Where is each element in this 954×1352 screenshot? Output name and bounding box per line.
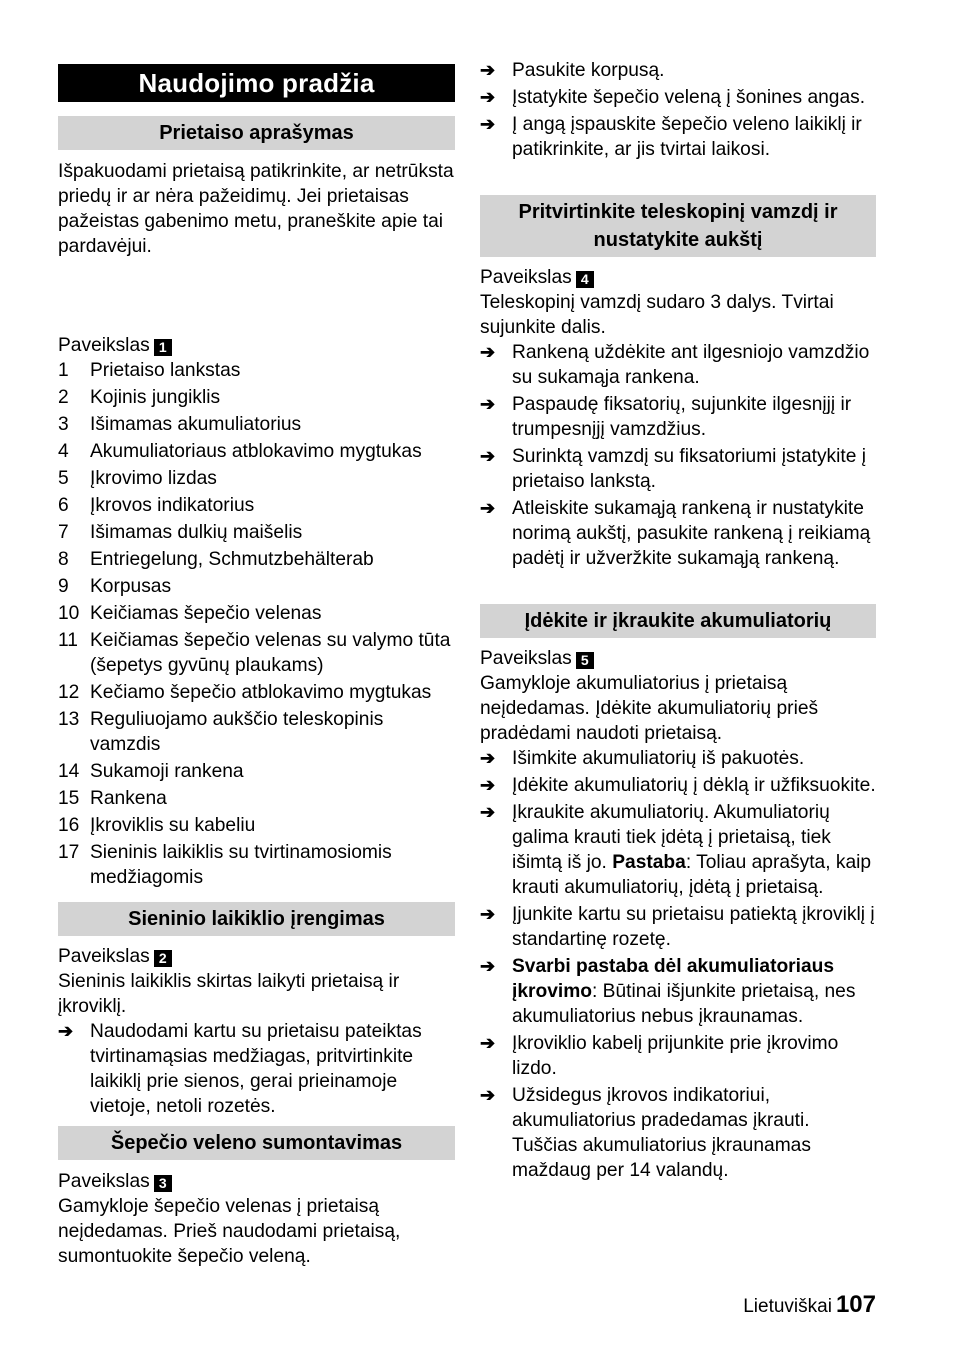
section-heading-telescopic-tube: Pritvirtinkite teleskopinį vamzdį ir nustatykite aukštį — [480, 195, 876, 257]
page-footer — [700, 1290, 876, 1322]
arrow-icon: ➔ — [480, 394, 496, 414]
parts-list-item — [58, 520, 455, 545]
paragraph: Gamykloje šepečio velenas į prietaisą neįdedamas. Prieš naudodami prietaisą, sumontuokite šepečio veleną. — [58, 1196, 401, 1267]
bullet-text: Įjunkite kartu su prietaisu patiektą įkroviklį į standartinę rozetę. — [512, 904, 875, 950]
bullet-item — [480, 85, 876, 110]
arrow-icon: ➔ — [480, 802, 496, 822]
item-number: 10 — [58, 603, 80, 624]
bullet-list — [480, 340, 876, 571]
parts-list-block — [58, 333, 455, 890]
paragraph: Gamykloje akumuliatorius į prietaisą neįdedamas. Įdėkite akumuliatorių prieš pradėdami naudoti prietaisą. — [480, 673, 819, 744]
arrow-icon: ➔ — [480, 904, 496, 924]
bullet-text: Atleiskite sukamąją rankeną ir nustatykite norimą aukštį, pasukite rankeną į reikiamą padėtį ir užveržkite sukamąją rankeną. — [512, 498, 871, 569]
parts-list-item — [58, 759, 455, 784]
bullet-item — [480, 800, 876, 900]
parts-list-item — [58, 493, 455, 518]
item-text: Sukamoji rankena — [90, 761, 244, 782]
item-text: Prietaiso lankstas — [90, 360, 241, 381]
bullet-text: Užsidegus įkrovos indikatoriui, akumuliatorius pradedamas įkrauti. Tuščias akumuliatorius įkraunamas maždaug per 14 valandų. — [512, 1085, 811, 1181]
item-text: Įkroviklis su kabeliu — [90, 815, 256, 836]
figure-reference — [480, 265, 876, 290]
bullet-item — [480, 1031, 876, 1081]
arrow-icon: ➔ — [480, 1033, 496, 1053]
important-note-label: Svarbi pastaba dėl akumuliatoriaus įkrovimo — [512, 956, 835, 1002]
item-number: 11 — [58, 630, 78, 651]
figure-reference — [58, 333, 455, 358]
item-number: 13 — [58, 709, 80, 730]
item-text: Sieninis laikiklis su tvirtinamosiomis medžiagomis — [90, 842, 392, 888]
figure-label: Paveikslas — [480, 648, 572, 669]
arrow-icon: ➔ — [480, 342, 496, 362]
parts-list-item — [58, 358, 455, 383]
item-number: 8 — [58, 549, 69, 570]
parts-list-item — [58, 628, 455, 678]
text-run: : Būtinai išjunkite prietaisą, nes akumuliatorius nebus įkraunamas. — [512, 981, 856, 1027]
bullet-item — [480, 112, 876, 162]
bullet-text — [512, 954, 876, 1029]
paragraph: Sieninis laikiklis skirtas laikyti prietaisą ir įkroviklį. — [58, 971, 400, 1017]
bullet-text: Į angą įspauskite šepečio veleno laikiklį ir patikrinkite, ar jis tvirtai laikosi. — [512, 114, 862, 160]
bullet-text: Įkroviklio kabelį prijunkite prie įkrovimo lizdo. — [512, 1033, 839, 1079]
item-number: 17 — [58, 842, 80, 863]
item-number: 3 — [58, 414, 69, 435]
figure-reference — [58, 944, 455, 969]
item-number: 4 — [58, 441, 69, 462]
arrow-icon: ➔ — [480, 87, 496, 107]
section-heading-device-description: Prietaiso aprašymas — [58, 116, 455, 150]
figure-number-badge: 1 — [154, 339, 172, 356]
parts-list-item — [58, 786, 455, 811]
item-text: Akumuliatoriaus atblokavimo mygtukas — [90, 441, 422, 462]
bullet-text: Pasukite korpusą. — [512, 60, 665, 81]
parts-list-item — [58, 412, 455, 437]
paragraph: Teleskopinį vamzdį sudaro 3 dalys. Tvirtai sujunkite dalis. — [480, 292, 834, 338]
bullet-item — [480, 1083, 876, 1183]
parts-list-item — [58, 439, 455, 464]
paragraph: Išpakuodami prietaisą patikrinkite, ar netrūksta priedų ir ar nėra pažeidimų. Jei prietaisas pažeistas gabenimo metu, praneškite apie tai pardavėjui. — [58, 161, 454, 257]
item-number: 9 — [58, 576, 69, 597]
figure-label: Paveikslas — [480, 267, 572, 288]
arrow-icon: ➔ — [58, 1021, 74, 1041]
bullet-item — [480, 496, 876, 571]
parts-list-item — [58, 574, 455, 599]
bullet-item — [480, 58, 876, 83]
item-text: Rankena — [90, 788, 167, 809]
figure-reference — [58, 1169, 455, 1194]
item-number: 14 — [58, 761, 80, 782]
note-label: Pastaba — [612, 852, 686, 873]
item-number: 5 — [58, 468, 69, 489]
text-run: Įkraukite akumuliatorių. Akumuliatorių galima krauti tiek įdėtą į prietaisą, tiek išimtą iš jo. — [512, 802, 831, 873]
brush-roller-block — [58, 1169, 455, 1269]
bullet-item — [480, 773, 876, 798]
wall-mount-block — [58, 944, 455, 1119]
parts-list-item — [58, 840, 455, 890]
item-text: Keičiamas šepečio velenas su valymo tūta (šepetys gyvūnų plaukams) — [90, 630, 451, 676]
item-text: Keičiamas šepečio velenas — [90, 603, 322, 624]
arrow-icon: ➔ — [480, 748, 496, 768]
bullet-item — [480, 902, 876, 952]
telescopic-tube-block — [480, 265, 876, 571]
text-run: : Toliau aprašyta, kaip krauti akumuliatorių, įdėtą į prietaisą. — [512, 852, 872, 898]
bullet-text: Išimkite akumuliatorių iš pakuotės. — [512, 748, 805, 769]
item-text: Įkrovimo lizdas — [90, 468, 217, 489]
arrow-icon: ➔ — [480, 498, 496, 518]
bullet-item — [480, 392, 876, 442]
bullet-item — [480, 444, 876, 494]
section-heading-wall-mount: Sieninio laikiklio įrengimas — [58, 902, 455, 936]
bullet-text: Naudodami kartu su prietaisu pateiktas tvirtinamąsias medžiagas, pritvirtinkite laikiklį prie sienos, gerai prieinamoje vietoje, netoli rozetės. — [90, 1021, 422, 1117]
item-number: 15 — [58, 788, 80, 809]
device-description-intro — [58, 159, 455, 259]
bullet-item — [480, 746, 876, 771]
parts-list-item — [58, 813, 455, 838]
item-text: Reguliuojamo aukščio teleskopinis vamzdis — [90, 709, 384, 755]
bullet-item — [480, 340, 876, 390]
arrow-icon: ➔ — [480, 60, 496, 80]
footer-language: Lietuviškai — [743, 1296, 832, 1317]
item-number: 1 — [58, 360, 69, 381]
parts-list-item — [58, 466, 455, 491]
top-bullet-list — [480, 58, 876, 162]
arrow-icon: ➔ — [480, 114, 496, 134]
item-number: 7 — [58, 522, 69, 543]
figure-number-badge: 4 — [576, 271, 594, 288]
item-number: 16 — [58, 815, 80, 836]
parts-list-item — [58, 385, 455, 410]
arrow-icon: ➔ — [480, 956, 496, 976]
arrow-icon: ➔ — [480, 775, 496, 795]
bullet-item — [480, 954, 876, 1029]
item-text: Kojinis jungiklis — [90, 387, 221, 408]
parts-list-item — [58, 601, 455, 626]
bullet-text: Rankeną uždėkite ant ilgesniojo vamzdžio su sukamąja rankena. — [512, 342, 870, 388]
bullet-text: Įstatykite šepečio veleną į šonines angas. — [512, 87, 866, 108]
item-text: Korpusas — [90, 576, 172, 597]
arrow-icon: ➔ — [480, 446, 496, 466]
arrow-icon: ➔ — [480, 1085, 496, 1105]
battery-block — [480, 646, 876, 1183]
bullet-text: Įdėkite akumuliatorių į dėklą ir užfiksuokite. — [512, 775, 876, 796]
parts-list-item — [58, 547, 455, 572]
parts-list-item — [58, 707, 455, 757]
item-text: Įkrovos indikatorius — [90, 495, 255, 516]
section-heading-brush-roller: Šepečio veleno sumontavimas — [58, 1126, 455, 1160]
figure-reference — [480, 646, 876, 671]
bullet-item — [58, 1019, 455, 1119]
section-heading-battery: Įdėkite ir įkraukite akumuliatorių — [480, 604, 876, 638]
item-text: Entriegelung, Schmutzbehälterab — [90, 549, 374, 570]
figure-number-badge: 2 — [154, 950, 172, 967]
bullet-text: Surinktą vamzdį su fiksatoriumi įstatykite į prietaiso lankstą. — [512, 446, 867, 492]
parts-list — [58, 358, 455, 890]
bullet-text — [512, 800, 876, 900]
parts-list-item — [58, 680, 455, 705]
item-text: Kečiamo šepečio atblokavimo mygtukas — [90, 682, 432, 703]
main-title: Naudojimo pradžia — [58, 64, 455, 102]
item-number: 12 — [58, 682, 80, 703]
item-text: Išimamas dulkių maišelis — [90, 522, 303, 543]
figure-label: Paveikslas — [58, 946, 150, 967]
page-number: 107 — [835, 1291, 876, 1318]
figure-number-badge: 3 — [154, 1175, 172, 1192]
figure-number-badge: 5 — [576, 652, 594, 669]
item-text: Išimamas akumuliatorius — [90, 414, 302, 435]
bullet-text: Paspaudę fiksatorių, sujunkite ilgesnįjį ir trumpesnįjį vamzdžius. — [512, 394, 852, 440]
item-number: 2 — [58, 387, 69, 408]
figure-label: Paveikslas — [58, 335, 150, 356]
item-number: 6 — [58, 495, 69, 516]
figure-label: Paveikslas — [58, 1171, 150, 1192]
